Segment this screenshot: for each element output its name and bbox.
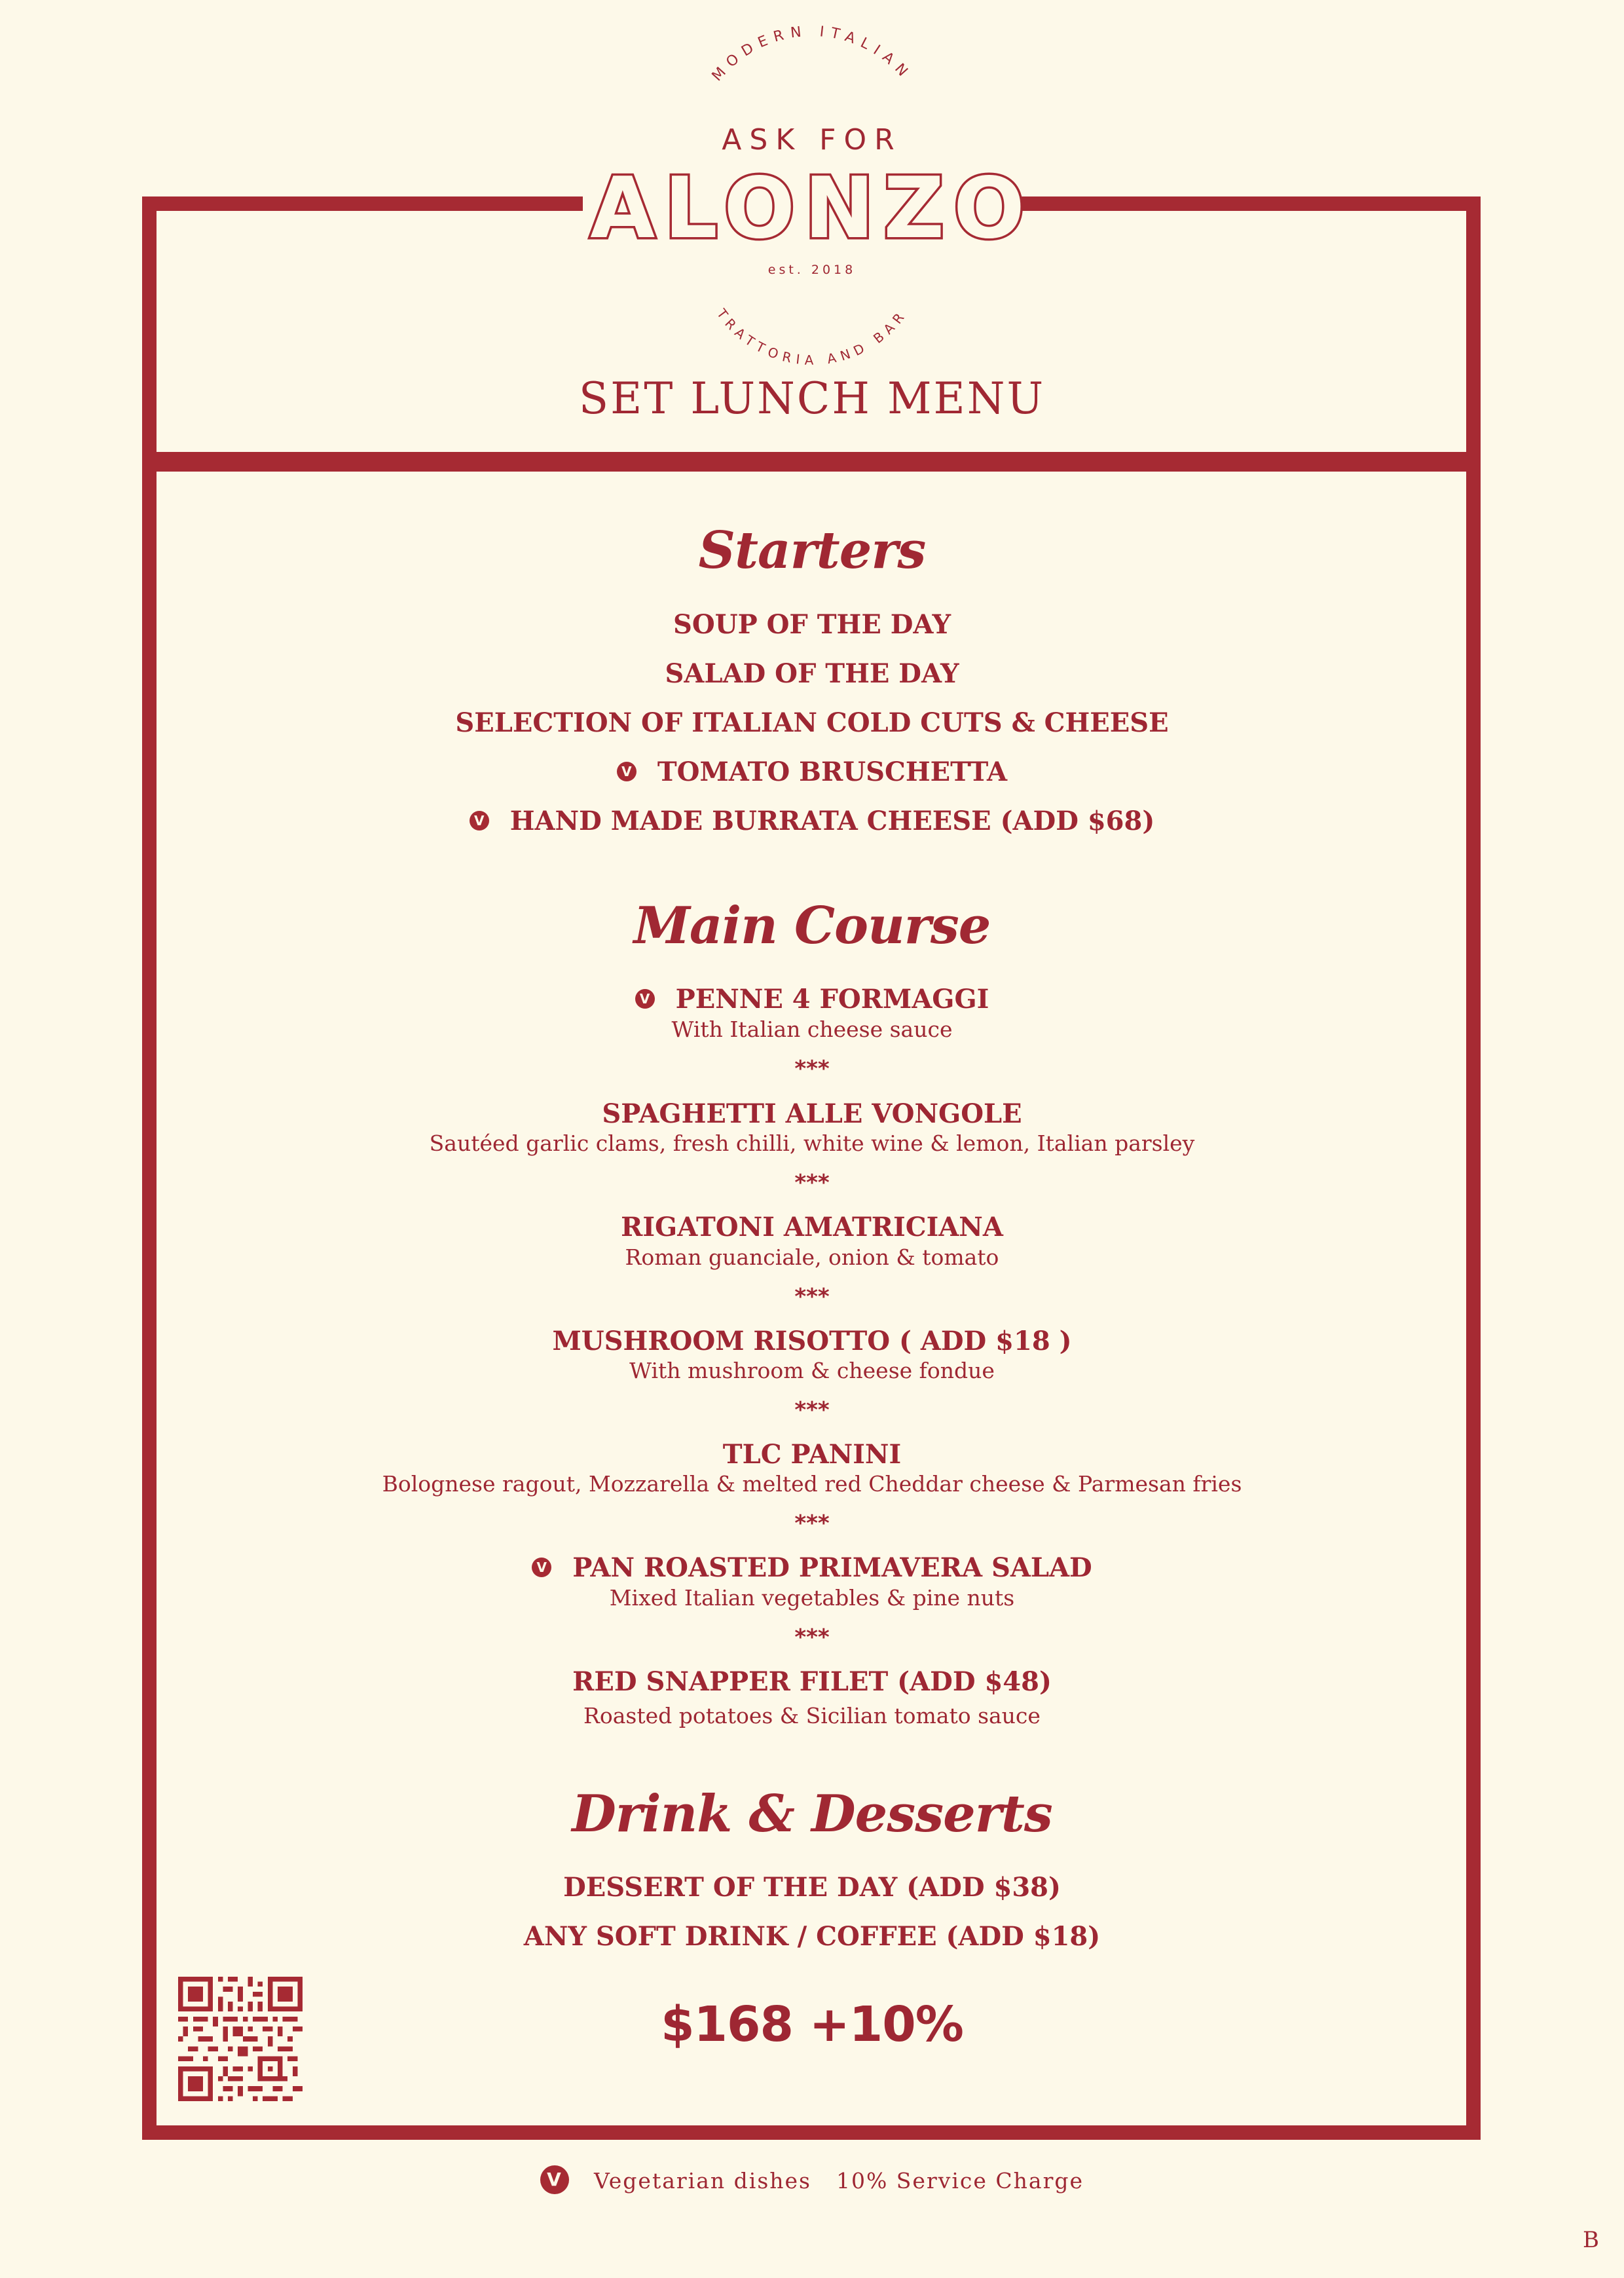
- vegetarian-icon: V: [617, 762, 637, 781]
- vegetarian-icon: V: [470, 811, 489, 831]
- legend-service-charge: 10% Service Charge: [836, 2168, 1084, 2194]
- starter-item-name: SOUP OF THE DAY: [673, 609, 951, 640]
- main-item-name: [0, 1552, 1624, 1583]
- vegetarian-icon: V: [532, 1558, 551, 1577]
- main-item-name: SPAGHETTI ALLE VONGOLE: [602, 1098, 1022, 1129]
- starter-item-name: HAND MADE BURRATA CHEESE (ADD $68): [509, 806, 1155, 836]
- menu-border-frame: [142, 196, 1481, 2140]
- section-heading-main-course: Main Course: [633, 896, 991, 956]
- main-item-name: RIGATONI AMATRICIANA: [621, 1212, 1003, 1242]
- brand-line1: ASK FOR: [722, 123, 902, 157]
- section-heading-drinks-desserts: Drink & Desserts: [572, 1784, 1052, 1844]
- main-item-name: RED SNAPPER FILET (ADD $48): [572, 1666, 1052, 1697]
- main-item-description: Roasted potatoes & Sicilian tomato sauce: [583, 1703, 1041, 1728]
- main-item-description: With mushroom & cheese fondue: [629, 1358, 995, 1383]
- qr-code-icon[interactable]: [178, 1977, 303, 2101]
- item-separator: ***: [794, 1510, 830, 1537]
- starter-item: [0, 658, 1624, 689]
- item-separator: ***: [794, 1624, 830, 1651]
- brand-arc-top: MODERN ITALIAN: [709, 23, 915, 85]
- menu-title: SET LUNCH MENU: [578, 373, 1046, 424]
- item-separator: ***: [794, 1170, 830, 1196]
- item-separator: ***: [794, 1056, 830, 1082]
- brand-logo: [583, 23, 1041, 368]
- dessert-item-name: DESSERT OF THE DAY (ADD $38): [563, 1872, 1061, 1903]
- vegetarian-icon: V: [635, 989, 655, 1009]
- main-item-name: TLC PANINI: [722, 1439, 902, 1470]
- main-item-description: With Italian cheese sauce: [671, 1017, 953, 1042]
- brand-arc-bottom: TRATTORIA AND BAR: [713, 306, 911, 368]
- starter-item: [0, 756, 1624, 787]
- main-item-title: PENNE 4 FORMAGGI: [675, 984, 989, 1015]
- brand-logo-svg: [583, 23, 1041, 368]
- main-item-title: PAN ROASTED PRIMAVERA SALAD: [572, 1552, 1092, 1583]
- legend-vegetarian-label: Vegetarian dishes: [593, 2168, 811, 2194]
- item-separator: ***: [794, 1284, 830, 1310]
- main-item-name: MUSHROOM RISOTTO ( ADD $18 ): [552, 1326, 1072, 1356]
- item-separator: ***: [794, 1397, 830, 1423]
- vegetarian-icon: V: [540, 2165, 569, 2194]
- main-item-description: Sautéed garlic clams, fresh chilli, white wine & lemon, Italian parsley: [429, 1130, 1195, 1156]
- main-item-description: Roman guanciale, onion & tomato: [625, 1244, 999, 1270]
- qr-code-svg: [178, 1977, 303, 2101]
- starter-item: [0, 609, 1624, 640]
- main-item-description: Bolognese ragout, Mozzarella & melted red Cheddar cheese & Parmesan fries: [382, 1471, 1242, 1497]
- section-heading-starters: Starters: [698, 521, 926, 580]
- brand-established: est. 2018: [767, 263, 857, 277]
- set-price: $168 +10%: [661, 1996, 963, 2053]
- drink-item-name: ANY SOFT DRINK / COFFEE (ADD $18): [523, 1921, 1101, 1952]
- starter-item-name: TOMATO BRUSCHETTA: [657, 756, 1008, 787]
- page-code: B: [1583, 2227, 1599, 2253]
- starter-item: [0, 806, 1624, 836]
- main-item-name: [0, 984, 1624, 1015]
- header-divider: [142, 452, 1481, 472]
- main-item-description: Mixed Italian vegetables & pine nuts: [609, 1585, 1015, 1611]
- starter-item-name: SALAD OF THE DAY: [665, 658, 959, 689]
- starter-item-name: SELECTION OF ITALIAN COLD CUTS & CHEESE: [455, 707, 1169, 738]
- menu-legend: [0, 2168, 1624, 2197]
- starter-item: [0, 707, 1624, 738]
- brand-name: ALONZO: [590, 160, 1034, 257]
